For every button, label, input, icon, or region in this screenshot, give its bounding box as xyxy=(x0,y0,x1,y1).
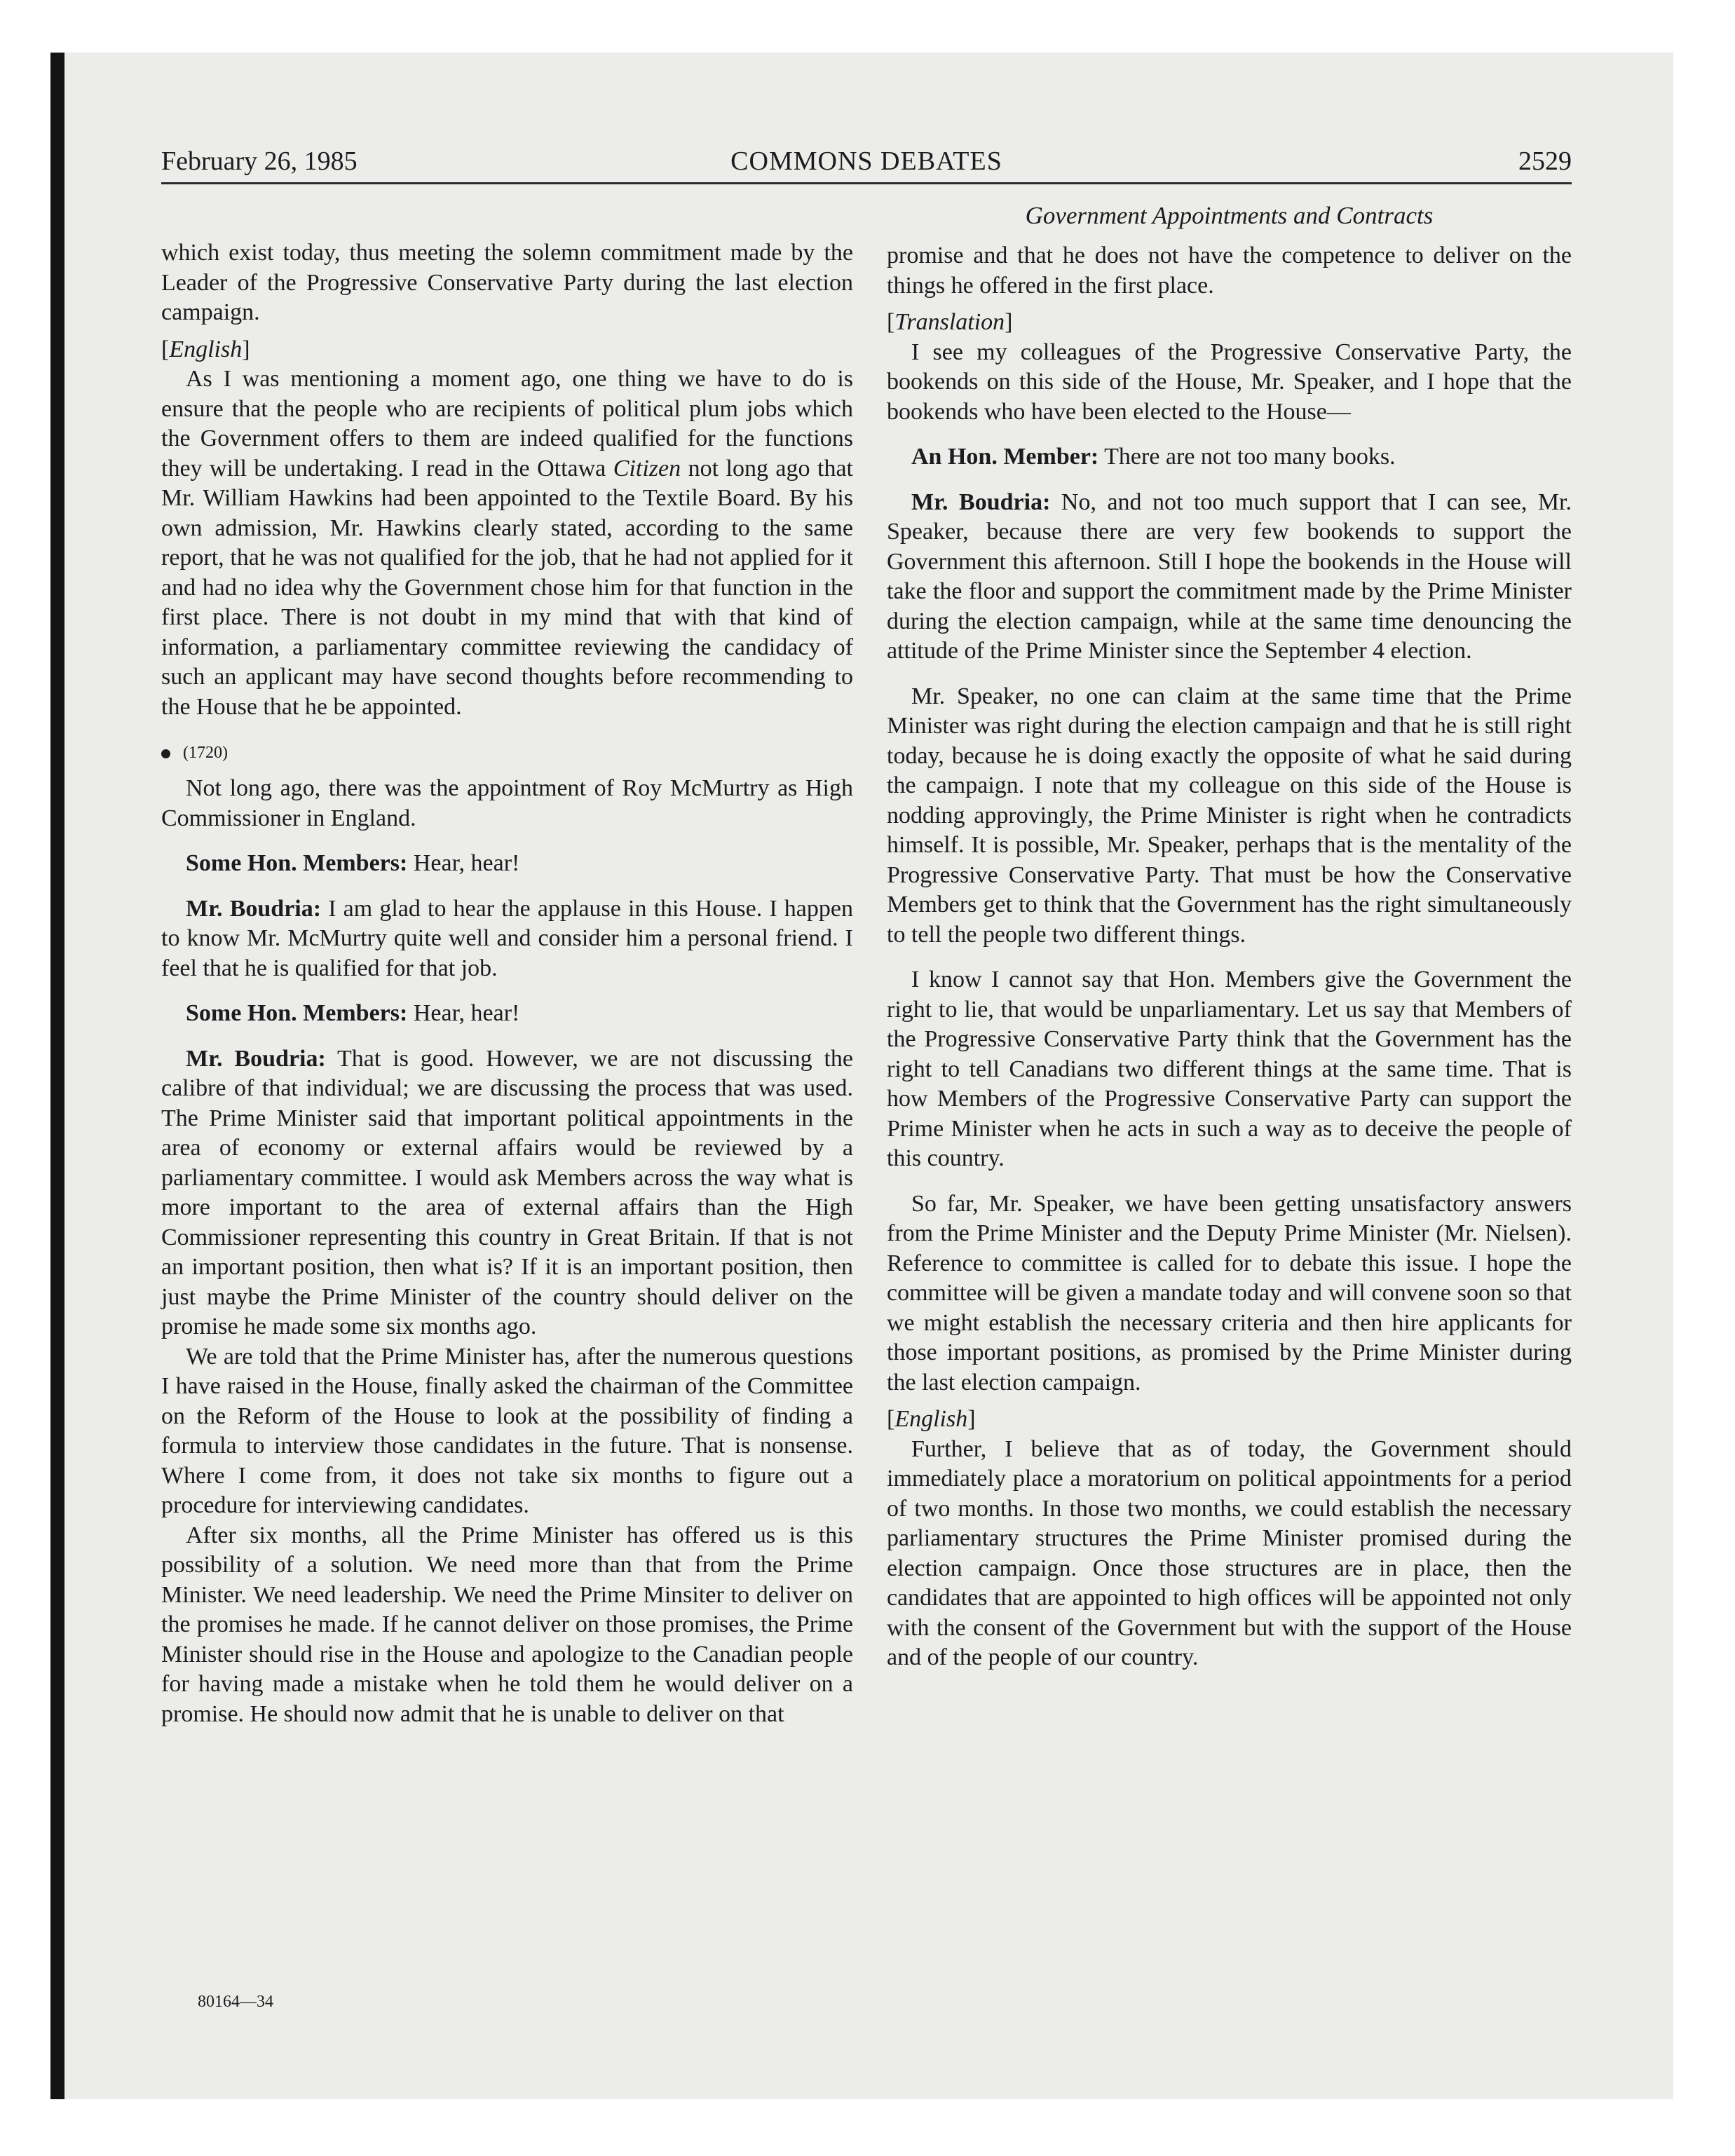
page-header xyxy=(161,146,1572,184)
paragraph: Not long ago, there was the appointment of Roy McMurtry as High Commissioner in England. xyxy=(161,775,853,831)
language-marker: [English] xyxy=(161,336,250,362)
speech: Mr. Boudria: No, and not too much support that I can see, Mr. Speaker, because there are very few bookends to support the Government this afternoon. Still I hope the bookends in the House will take the floor and support the commitment made by the Prime Minister during the election campaign, while at the same time denouncing the attitude of the Prime Minister since the September 4 election. xyxy=(887,489,1572,664)
paragraph: So far, Mr. Speaker, we have been getting unsatisfactory answers from the Prime Minister and the Deputy Prime Minister (Mr. Nielsen). Reference to committee is called for to debate this issue. I hope the committee will be given a mandate today and will convene soon so that we might establish the necessary criteria and then hire applicants for those important positions, as promised by the Prime Minister during the last election campaign. xyxy=(887,1190,1572,1396)
paragraph: I know I cannot say that Hon. Members give the Government the right to lie, that would be unparliamentary. Let us say that Members of the Progressive Conservative Party think that the Government has the right to tell Canadians two different things at the same time. That is how Members of the Progressive Conservative Party can support the Prime Minister when he acts in such a way as to deceive the people of this country. xyxy=(887,967,1572,1171)
speaker-name: Mr. Boudria: xyxy=(186,1045,326,1072)
speech: Mr. Boudria: That is good. However, we are not discussing the calibre of that individual; we are discussing the process that was used. The Prime Minister said that important political appointments in the area of economy or external affairs would be reviewed by a parliamentary committee. I would ask Members across the way what is more important to the area of external affairs than the High Commissioner representing this country in Great Britain. If that is not an important position, then what is? If it is an important position, then just maybe the Prime Minister of the country should deliver on the promise he made some six months ago. xyxy=(161,1045,853,1339)
paragraph: which exist today, thus meeting the solemn commitment made by the Leader of the Progressive Conservative Party during the last election campaign. xyxy=(161,240,853,325)
paragraph: As I was mentioning a moment ago, one thing we have to do is ensure that the people who are recipients of political plum jobs which the Government offers to them are indeed qualified for the functions they will be undertaking. I read in the Ottawa Citizen not long ago that Mr. William Hawkins had been appointed to the Textile Board. By his own admission, Mr. Hawkins clearly stated, according to the same report, that he was not qualified for the job, that he had not applied for it and had no idea why the Government chose him for that function in the first place. There is not doubt in my mind that with that kind of information, a parliamentary committee reviewing the candidacy of such an applicant may have second thoughts before recommending to the House that he be appointed. xyxy=(161,366,853,720)
speaker-name: Some Hon. Members: xyxy=(186,1000,408,1026)
newspaper-citation: Citizen xyxy=(613,455,681,482)
paragraph: I see my colleagues of the Progressive Conservative Party, the bookends on this side of the House, Mr. Speaker, and I hope that the bookends who have been elected to the House— xyxy=(887,339,1572,425)
paragraph: After six months, all the Prime Minister has offered us is this possibility of a solution. We need more than that from the Prime Minister. We need leadership. We need the Prime Minsiter to deliver on the promises he made. If he cannot deliver on those promises, the Prime Minister should rise in the House and apologize to the Canadian people for having made a mistake when he told them he would deliver on a promise. He should now admit that he is unable to deliver on that xyxy=(161,1522,853,1727)
paragraph: We are told that the Prime Minister has, after the numerous questions I have raised in the House, finally asked the chairman of the Committee on the Reform of the House to look at the possibility of finding a formula to interview those candidates in the future. That is nonsense. Where I come from, it does not take six months to figure out a procedure for interviewing candidates. xyxy=(161,1343,853,1518)
time-marker: (1720) xyxy=(161,739,853,767)
language-marker: [English] xyxy=(887,1406,976,1432)
header-page-number: 2529 xyxy=(1518,146,1572,176)
speaker-name: Mr. Boudria: xyxy=(186,895,322,922)
speaker-name: Mr. Boudria: xyxy=(911,489,1051,515)
speaker-name: An Hon. Member: xyxy=(911,444,1099,470)
paragraph: Further, I believe that as of today, the Government should immediately place a moratorium on political appointments for a period of two months. In those two months, we could establish the necessary parliamentary structures the Prime Minister promised during the election campaign. Once those structures are in place, then the candidates that are appointed to high offices will be appointed not only with the consent of the Government but with the support of the House and of the people of our country. xyxy=(887,1435,1572,1670)
speaker-name: Some Hon. Members: xyxy=(186,850,408,876)
header-title: COMMONS DEBATES xyxy=(730,146,1002,176)
speech: Some Hon. Members: Hear, hear! xyxy=(186,850,520,876)
bullet-icon xyxy=(161,749,170,758)
paragraph: promise and that he does not have the competence to deliver on the things he offered in the first place. xyxy=(887,243,1572,299)
speech: Mr. Boudria: I am glad to hear the applause in this House. I happen to know Mr. McMurtry quite well and consider him a personal friend. I feel that he is qualified for that job. xyxy=(161,895,853,981)
scan-left-edge xyxy=(50,53,64,2099)
footer-code: 80164—34 xyxy=(198,1993,273,2011)
speech: Some Hon. Members: Hear, hear! xyxy=(186,1000,520,1026)
right-column xyxy=(887,241,1572,1673)
paragraph: Mr. Speaker, no one can claim at the same time that the Prime Minister was right during the election campaign and that he is still right today, because he is doing exactly the opposite of what he said during the campaign. I note that my colleague on this side of the House is nodding approvingly, the Prime Minister is right when he contradicts himself. It is possible, Mr. Speaker, perhaps that is the mentality of the Progressive Conservative Party. That must be how the Conservative Members get to think that the Government has the right simultaneously to tell the people two different things. xyxy=(887,683,1572,948)
header-date: February 26, 1985 xyxy=(161,146,358,176)
left-column xyxy=(161,238,853,1729)
language-marker: [Translation] xyxy=(887,309,1013,335)
speech: An Hon. Member: There are not too many books. xyxy=(911,444,1396,470)
section-title: Government Appointments and Contracts xyxy=(1025,202,1434,229)
